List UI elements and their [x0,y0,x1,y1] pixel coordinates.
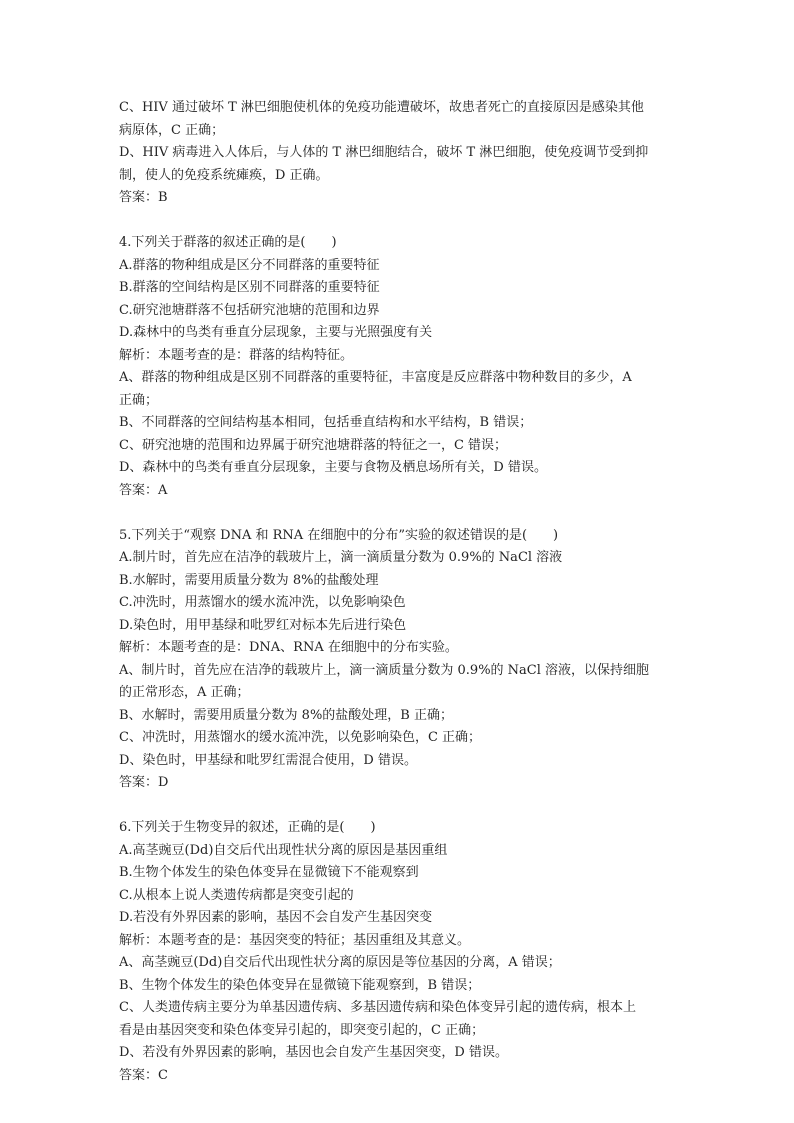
option-c: C.研究池塘群落不包括研究池塘的范围和边界 [119,302,380,318]
option-b: B.水解时，需要用质量分数为 8%的盐酸处理 [119,572,379,588]
option-d: D.森林中的鸟类有垂直分层现象，主要与光照强度有关 [119,325,433,340]
option-d: D.若没有外界因素的影响，基因不会自发产生基因突变 [119,910,433,925]
document-page [119,97,681,1087]
text-line: 病原体，C 正确； [119,122,225,138]
analysis-heading: 解析：本题考查的是：群落的结构特征。 [119,347,354,363]
analysis-line: 的正常形态，A 正确； [119,685,250,700]
analysis-line: A、高茎豌豆(Dd)自交后代出现性状分离的原因是等位基因的分离，A 错误； [119,955,561,970]
analysis-line: 看是由基因突变和染色体变异引起的，即突变引起的，C 正确； [119,1022,485,1038]
analysis-line: A、群落的物种组成是区别不同群落的重要特征，丰富度是反应群落中物种数目的多少，A [119,370,632,385]
analysis-heading: 解析：本题考查的是：基因突变的特征；基因重组及其意义。 [119,932,471,948]
text-line: 制，使人的免疫系统瘫痪，D 正确。 [119,167,329,183]
question-4 [119,232,681,502]
question-stem: 4.下列关于群落的叙述正确的是( ) [119,235,337,250]
analysis-line: B、不同群落的空间结构基本相同，包括垂直结构和水平结构，B 错误； [119,415,533,430]
text-line: D、HIV 病毒进入人体后，与人体的 T 淋巴细胞结合，破坏 T 淋巴细胞，使免疫调节受到抑 [119,145,649,160]
option-c: C.冲洗时，用蒸馏水的缓水流冲洗，以免影响染色 [119,595,406,610]
question-stem: 6.下列关于生物变异的叙述，正确的是( ) [119,820,376,835]
text-line: C、HIV 通过破坏 T 淋巴细胞使机体的免疫功能遭破坏，故患者死亡的直接原因是感染其他 [119,100,644,115]
option-a: A.高茎豌豆(Dd)自交后代出现性状分离的原因是基因重组 [119,842,448,858]
analysis-line: C、研究池塘的范围和边界属于研究池塘群落的特征之一，C 错误； [119,437,508,453]
option-a: A.群落的物种组成是区分不同群落的重要特征 [119,257,380,273]
option-a: A.制片时，首先应在洁净的载玻片上，滴一滴质量分数为 0.9%的 NaCl 溶液 [119,550,563,565]
analysis-line: D、若没有外界因素的影响，基因也会自发产生基因突变，D 错误。 [119,1045,508,1060]
analysis-line: C、人类遗传病主要分为单基因遗传病、多基因遗传病和染色体变异引起的遗传病，根本上 [119,1000,636,1015]
analysis-line: 正确； [119,392,159,408]
option-d: D.染色时，用甲基绿和吡罗红对标本先后进行染色 [119,617,407,633]
answer-line: 答案：C [119,1067,168,1083]
spacer [119,502,681,525]
analysis-heading: 解析：本题考查的是：DNA、RNA 在细胞中的分布实验。 [119,640,458,655]
analysis-line: D、染色时，甲基绿和吡罗红需混合使用，D 错误。 [119,752,417,768]
analysis-line: C、冲洗时，用蒸馏水的缓水流冲洗，以免影响染色，C 正确； [119,730,482,745]
answer-line: 答案：A [119,482,168,498]
analysis-line: B、水解时，需要用质量分数为 8%的盐酸处理，B 正确； [119,707,453,723]
option-b: B.群落的空间结构是区别不同群落的重要特征 [119,280,380,295]
answer-fragment [119,97,681,210]
question-stem: 5.下列关于“观察 DNA 和 RNA 在细胞中的分布”实验的叙述错误的是( ) [119,527,559,543]
question-6 [119,817,681,1087]
option-b: B.生物个体发生的染色体变异在显微镜下不能观察到 [119,865,419,880]
option-c: C.从根本上说人类遗传病都是突变引起的 [119,887,354,903]
answer-line: 答案：D [119,775,169,790]
answer-line: 答案：B [119,190,168,205]
spacer [119,795,681,818]
analysis-line: D、森林中的鸟类有垂直分层现象，主要与食物及栖息场所有关，D 错误。 [119,460,547,475]
analysis-line: A、制片时，首先应在洁净的载玻片上，滴一滴质量分数为 0.9%的 NaCl 溶液，以保持细胞 [119,662,650,678]
analysis-line: B、生物个体发生的染色体变异在显微镜下能观察到，B 错误； [119,977,481,993]
question-5 [119,525,681,795]
spacer [119,210,681,233]
